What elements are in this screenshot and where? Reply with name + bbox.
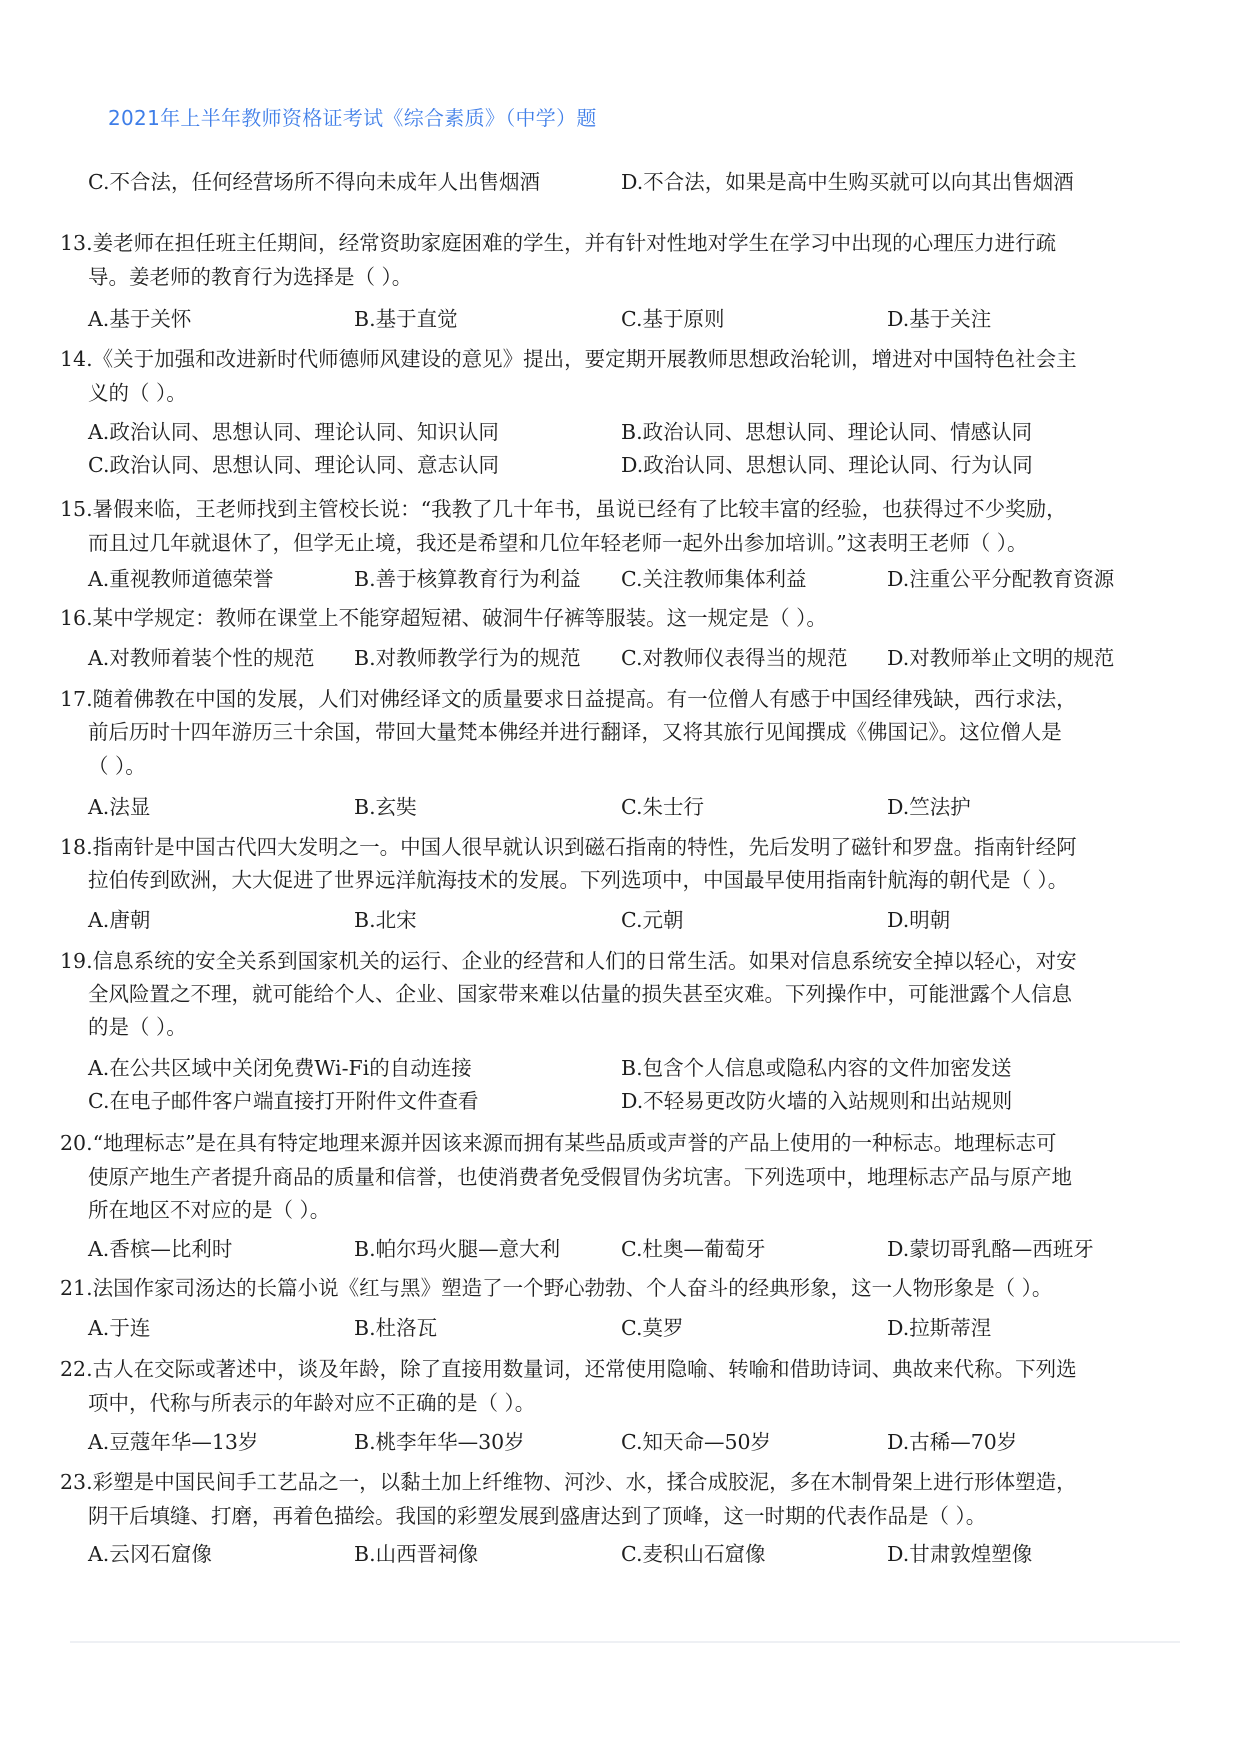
option-c: C.麦积山石窟像 [621,1542,766,1566]
question-text-line: 拉伯传到欧洲，大大促进了世界远洋航海技术的发展。下列选项中，中国最早使用指南针航海的朝代是（ ）。 [88,868,1069,892]
option-row [0,306,1240,332]
option-d: D.基于关注 [887,307,992,331]
option-c: C.对教师仪表得当的规范 [621,646,848,670]
question-text-line: 15.暑假来临，王老师找到主管校长说：“我教了几十年书，虽说已经有了比较丰富的经验，也获得过不少奖励， [60,497,1067,521]
option-a: A.唐朝 [88,908,151,932]
option-a: A.于连 [88,1316,151,1340]
option-a: A.云冈石窟像 [88,1542,212,1566]
question-text-line: 14.《关于加强和改进新时代师德师风建设的意见》提出，要定期开展教师思想政治轮训，增进对中国特色社会主 [60,347,1077,371]
question-text-line: 23.彩塑是中国民间手工艺品之一，以黏土加上纤维物、河沙、水，揉合成胶泥，多在木制骨架上进行形体塑造， [60,1470,1077,1494]
question-text-line: 前后历时十四年游历三十余国，带回大量梵本佛经并进行翻译，又将其旅行见闻撰成《佛国记》。这位僧人是 [88,720,1062,744]
option-row [0,566,1240,592]
option-c: C.莫罗 [621,1316,684,1340]
option-b: B.帕尔玛火腿—意大利 [354,1237,561,1261]
option-row [0,1541,1240,1567]
footer-divider [70,1641,1180,1643]
option-row [0,1088,1240,1114]
question-text-line: 的是（ ）。 [88,1015,187,1039]
question-text-line: 13.姜老师在担任班主任期间，经常资助家庭困难的学生，并有针对性地对学生在学习中出现的心理压力进行疏 [60,231,1057,255]
question-text-line: 全风险置之不理，就可能给个人、企业、国家带来难以估量的损失甚至灾难。下列操作中，可能泄露个人信息 [88,982,1072,1006]
option-row [0,907,1240,933]
question-text-line: 而且过几年就退休了，但学无止境，我还是希望和几位年轻老师一起外出参加培训。”这表明王老师（ ）。 [88,531,1028,555]
option-c: C.政治认同、思想认同、理论认同、意志认同 [88,453,499,477]
option-row [0,452,1240,478]
option-b: B.善于核算教育行为利益 [354,567,581,591]
option-b: B.基于直觉 [354,307,458,331]
option-c: C.元朝 [621,908,684,932]
carry-over-options [0,169,1240,195]
option-c: C.基于原则 [621,307,725,331]
option-b: B.政治认同、思想认同、理论认同、情感认同 [621,420,1033,444]
option-row [0,1055,1240,1081]
option-row [0,1315,1240,1341]
option-row [0,419,1240,445]
question-text-line: 阴干后填缝、打磨，再着色描绘。我国的彩塑发展到盛唐达到了顶峰，这一时期的代表作品是（ ）。 [88,1504,987,1528]
option-a: A.对教师着装个性的规范 [88,646,315,670]
option-a: A.政治认同、思想认同、理论认同、知识认同 [88,420,499,444]
option-d: D.甘肃敦煌塑像 [887,1542,1033,1566]
option-d: D.蒙切哥乳酪—西班牙 [887,1237,1094,1261]
option-b: B.包含个人信息或隐私内容的文件加密发送 [621,1056,1012,1080]
option-d: D.不合法，如果是高中生购买就可以向其出售烟酒 [621,170,1074,194]
question-text-line: 19.信息系统的安全关系到国家机关的运行、企业的经营和人们的日常生活。如果对信息系统安全掉以轻心，对安 [60,949,1077,973]
option-b: B.北宋 [354,908,417,932]
option-b: B.桃李年华—30岁 [354,1430,525,1454]
question-text-line: 21.法国作家司汤达的长篇小说《红与黑》塑造了一个野心勃勃、个人奋斗的经典形象，这一人物形象是（ ）。 [60,1276,1053,1300]
option-d: D.对教师举止文明的规范 [887,646,1115,670]
option-d: D.明朝 [887,908,951,932]
question-text-line: 16.某中学规定：教师在课堂上不能穿超短裙、破洞牛仔裤等服装。这一规定是（ ）。 [60,606,827,630]
question-text-line: 20.“地理标志”是在具有特定地理来源并因该来源而拥有某些品质或声誉的产品上使用的一种标志。地理标志可 [60,1131,1057,1155]
option-row [0,1236,1240,1262]
option-d: D.不轻易更改防火墙的入站规则和出站规则 [621,1089,1013,1113]
option-row [0,645,1240,671]
question-text-line: 22.古人在交际或著述中，谈及年龄，除了直接用数量词，还常使用隐喻、转喻和借助诗词、典故来代称。下列选 [60,1357,1077,1381]
question-text-line: 导。姜老师的教育行为选择是（ ）。 [88,265,413,289]
option-row [0,794,1240,820]
option-b: B.玄奘 [354,795,417,819]
option-row [0,1429,1240,1455]
option-c: C.杜奥—葡萄牙 [621,1237,766,1261]
option-d: D.拉斯蒂涅 [887,1316,992,1340]
question-text-line: 义的（ ）。 [88,381,187,405]
option-c: C.知天命—50岁 [621,1430,772,1454]
question-text-line: （ ）。 [88,754,146,778]
option-d: D.竺法护 [887,795,971,819]
question-text-line: 17.随着佛教在中国的发展，人们对佛经译文的质量要求日益提高。有一位僧人有感于中国经律残缺，西行求法， [60,687,1077,711]
option-a: A.基于关怀 [88,307,192,331]
question-text-line: 使原产地生产者提升商品的质量和信誉，也使消费者免受假冒伪劣坑害。下列选项中，地理标志产品与原产地 [88,1165,1072,1189]
option-c: C.在电子邮件客户端直接打开附件文件查看 [88,1089,479,1113]
option-b: B.对教师教学行为的规范 [354,646,581,670]
option-c: C.不合法，任何经营场所不得向未成年人出售烟酒 [88,170,540,194]
option-d: D.政治认同、思想认同、理论认同、行为认同 [621,453,1033,477]
option-c: C.关注教师集体利益 [621,567,807,591]
question-text-line: 18.指南针是中国古代四大发明之一。中国人很早就认识到磁石指南的特性，先后发明了磁针和罗盘。指南针经阿 [60,835,1077,859]
page-title: 2021年上半年教师资格证考试《综合素质》（中学）题 [108,106,597,130]
option-d: D.古稀—70岁 [887,1430,1018,1454]
option-b: B.杜洛瓦 [354,1316,438,1340]
option-a: A.重视教师道德荣誉 [88,567,274,591]
option-c: C.朱士行 [621,795,704,819]
question-text-line: 项中，代称与所表示的年龄对应不正确的是（ ）。 [88,1391,536,1415]
option-a: A.豆蔻年华—13岁 [88,1430,259,1454]
option-a: A.在公共区域中关闭免费Wi-Fi的自动连接 [88,1056,472,1080]
option-b: B.山西晋祠像 [354,1542,479,1566]
question-text-line: 所在地区不对应的是（ ）。 [88,1198,331,1222]
option-a: A.法显 [88,795,151,819]
option-d: D.注重公平分配教育资源 [887,567,1115,591]
option-a: A.香槟—比利时 [88,1237,233,1261]
